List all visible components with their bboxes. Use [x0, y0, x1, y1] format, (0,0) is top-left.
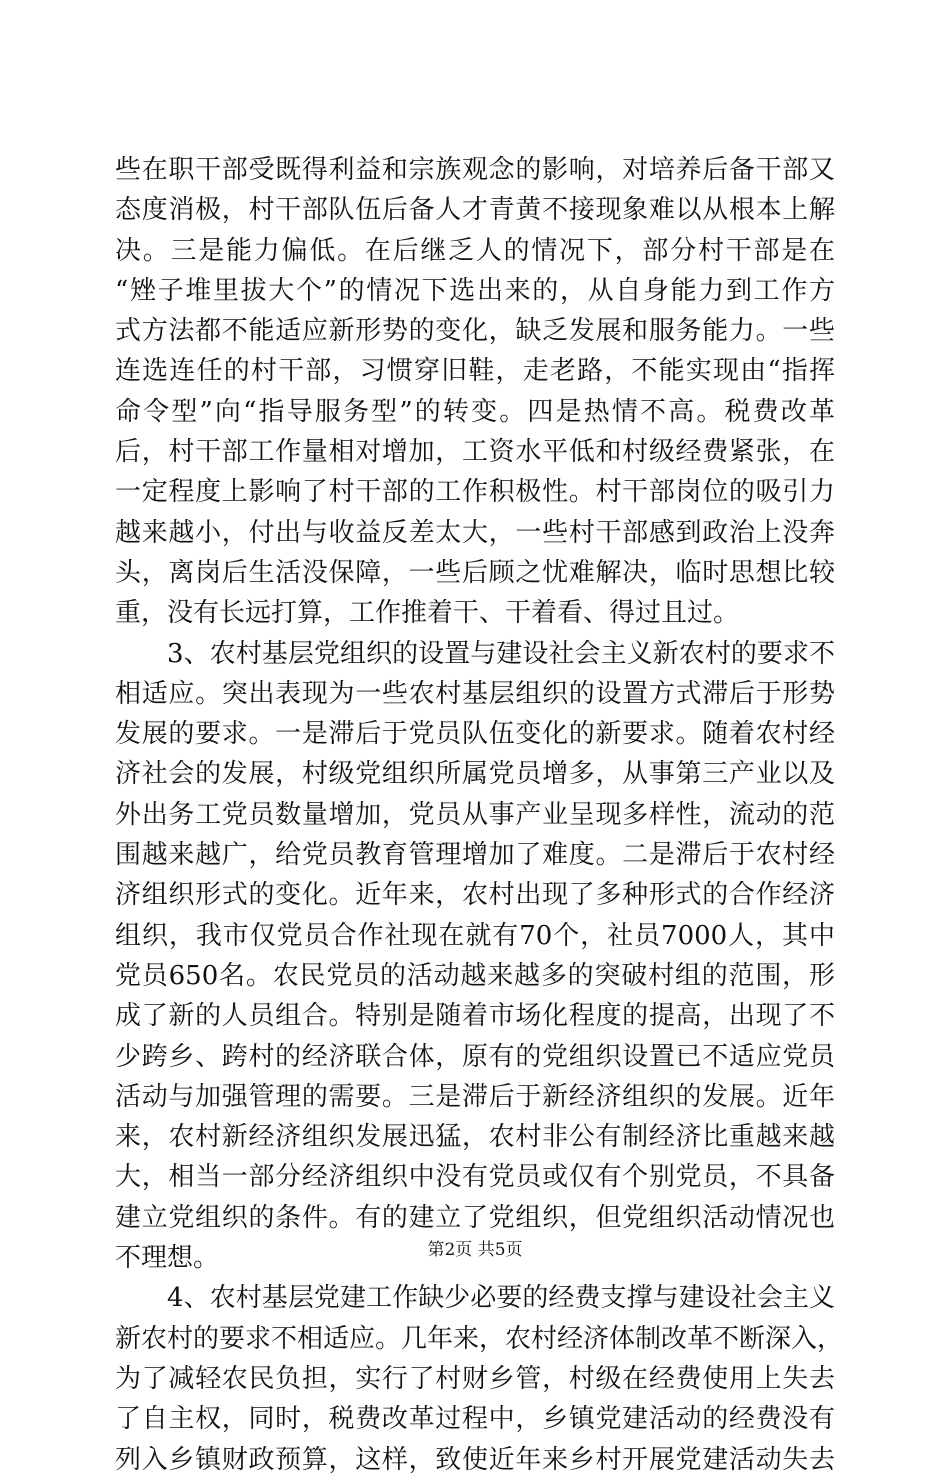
text-line: 来，农村新经济组织发展迅猛，农村非公有制经济比重越来越	[115, 1122, 835, 1153]
text-line: 不理想。	[115, 1243, 220, 1274]
text-line: 外出务工党员数量增加，党员从事产业呈现多样性，流动的范	[115, 799, 835, 830]
text-line: 活动与加强管理的需要。三是滞后于新经济组织的发展。近年	[115, 1081, 835, 1112]
text-line: 为了减轻农民负担，实行了村财乡管，村级在经费使用上失去	[115, 1363, 835, 1394]
paragraph-start-line: 3、农村基层党组织的设置与建设社会主义新农村的要求不	[167, 638, 835, 669]
text-line: 一定程度上影响了村干部的工作积极性。村干部岗位的吸引力	[115, 477, 835, 508]
text-line: 发展的要求。一是滞后于党员队伍变化的新要求。随着农村经	[115, 719, 835, 750]
text-line: 式方法都不能适应新形势的变化，缺乏发展和服务能力。一些	[115, 316, 835, 347]
body-text	[115, 150, 844, 1480]
text-line: 建立党组织的条件。有的建立了党组织，但党组织活动情况也	[115, 1202, 835, 1233]
text-line: 围越来越广，给党员教育管理增加了难度。二是滞后于农村经	[115, 840, 835, 871]
text-line: 组织，我市仅党员合作社现在就有70个，社员7000人，其中	[115, 920, 835, 951]
text-line: 连选连任的村干部，习惯穿旧鞋，走老路，不能实现由“指挥	[115, 356, 835, 387]
text-line: 党员650名。农民党员的活动越来越多的突破村组的范围，形	[115, 960, 835, 991]
paragraph-start-line: 4、农村基层党建工作缺少必要的经费支撑与建设社会主义	[167, 1283, 835, 1314]
text-line: 列入乡镇财政预算，这样，致使近年来乡村开展党建活动失去	[115, 1444, 835, 1475]
text-line: 头，离岗后生活没保障，一些后顾之忧难解决，临时思想比较	[115, 557, 835, 588]
text-line: “矬子堆里拔大个”的情况下选出来的，从自身能力到工作方	[115, 275, 835, 306]
text-line: 些在职干部受既得利益和宗族观念的影响，对培养后备干部又	[115, 155, 835, 185]
text-line: 后，村干部工作量相对增加，工资水平低和村级经费紧张，在	[115, 437, 835, 468]
text-line: 济社会的发展，村级党组织所属党员增多，从事第三产业以及	[115, 759, 835, 790]
page-number-footer: 第2页 共5页	[427, 1240, 523, 1260]
text-line: 成了新的人员组合。特别是随着市场化程度的提高，出现了不	[115, 1001, 835, 1032]
text-line: 济组织形式的变化。近年来，农村出现了多种形式的合作经济	[115, 880, 835, 911]
text-line: 相适应。突出表现为一些农村基层组织的设置方式滞后于形势	[115, 678, 835, 709]
text-line: 命令型”向“指导服务型”的转变。四是热情不高。税费改革	[115, 396, 835, 427]
text-line: 少跨乡、跨村的经济联合体，原有的党组织设置已不适应党员	[115, 1041, 835, 1072]
text-line: 决。三是能力偏低。在后继乏人的情况下，部分村干部是在	[115, 235, 835, 266]
text-line: 重，没有长远打算，工作推着干、干着看、得过且过。	[115, 598, 740, 629]
text-line: 越来越小，付出与收益反差太大，一些村干部感到政治上没奔	[115, 517, 835, 548]
text-line: 大，相当一部分经济组织中没有党员或仅有个别党员，不具备	[115, 1162, 835, 1193]
text-line: 新农村的要求不相适应。几年来，农村经济体制改革不断深入，	[115, 1323, 844, 1354]
text-line: 态度消极，村干部队伍后备人才青黄不接现象难以从根本上解	[115, 195, 835, 226]
text-line: 了自主权，同时，税费改革过程中，乡镇党建活动的经费没有	[115, 1404, 835, 1435]
